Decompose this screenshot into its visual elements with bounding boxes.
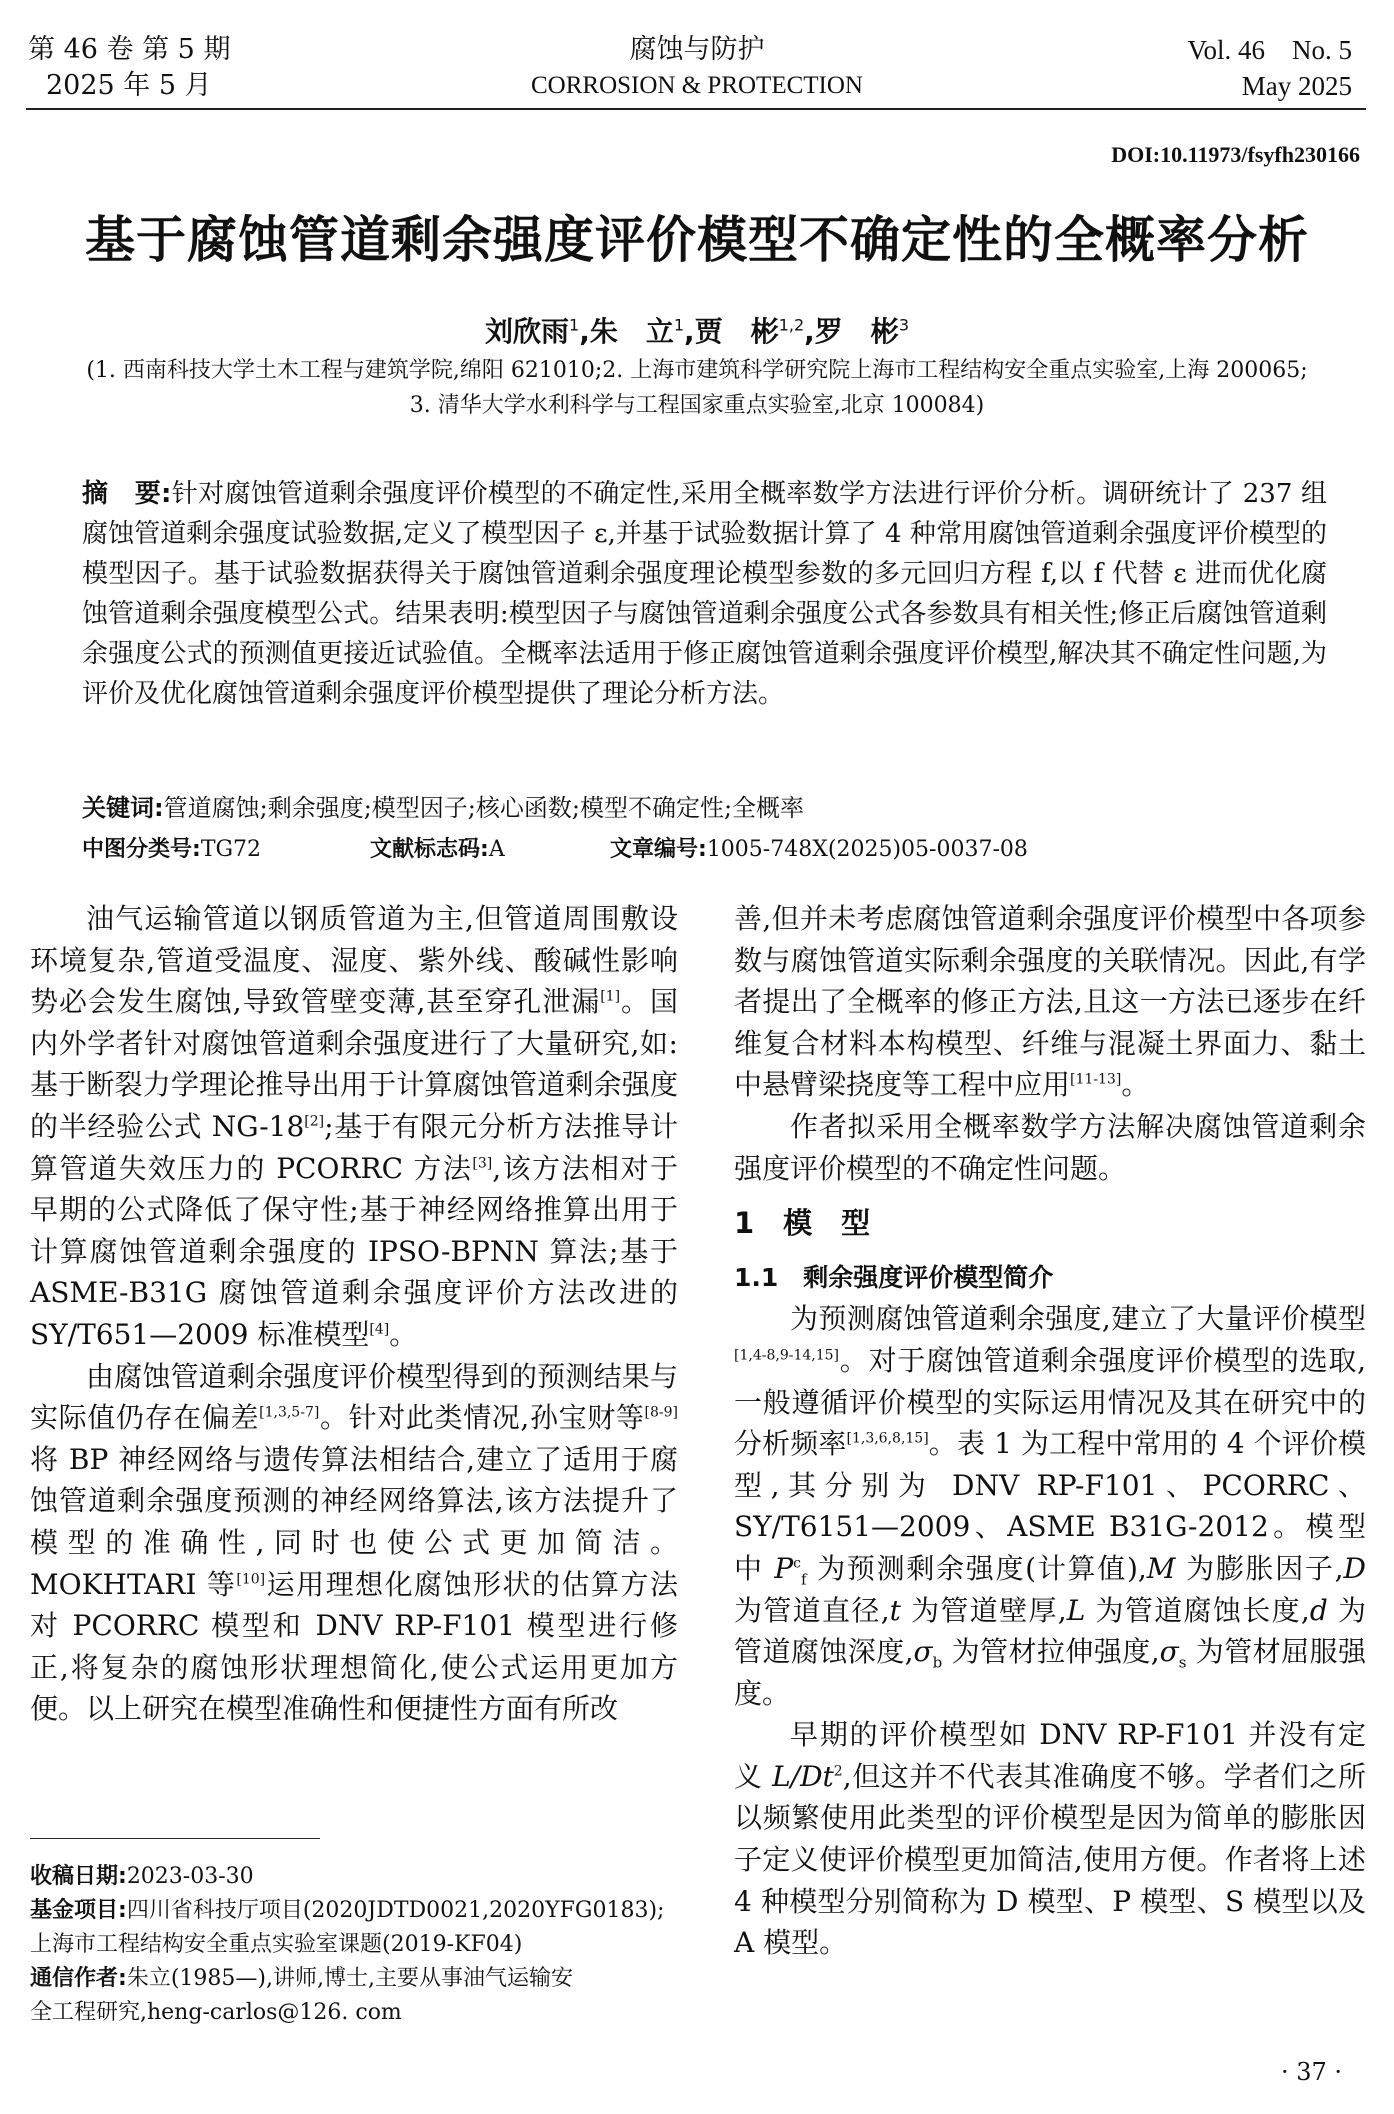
text-run: 油气运输管道以钢质管道为主,但管道周围敷设环境复杂,管道受温度、湿度、紫外线、酸碱性影响势必会发生腐蚀,导致管壁变薄,甚至穿孔泄漏 xyxy=(30,902,678,1019)
volume-en: Vol. 46 No. 5 xyxy=(1187,35,1352,65)
text-run: 。 xyxy=(1121,1068,1150,1102)
author-name: 贾 彬 xyxy=(694,315,779,348)
symbol-sigma-s: σ xyxy=(1159,1635,1179,1669)
subscript: b xyxy=(932,1653,943,1672)
citation: [11-13] xyxy=(1070,1072,1122,1089)
affiliation-line-2: 3. 清华大学水利科学与工程国家重点实验室,北京 100084) xyxy=(409,393,985,418)
symbol-L: L xyxy=(1066,1593,1086,1627)
fund-value: 四川省科技厅项目(2020JDTD0021,2020YFG0183); xyxy=(126,1898,665,1923)
superscript: 2 xyxy=(833,1763,843,1780)
journal-name-cn: 腐蚀与防护 xyxy=(629,34,765,65)
received-value: 2023-03-30 xyxy=(126,1864,254,1889)
fund-project xyxy=(30,1894,690,1928)
abstract-text: 针对腐蚀管道剩余强度评价模型的不确定性,采用全概率数学方法进行评价分析。调研统计了 237 组腐蚀管道剩余强度试验数据,定义了模型因子 ε,并基于试验数据计算了 4 种常用腐蚀管道剩余强度评价模型的模型因子。基于试验数据获得关于腐蚀管道剩余强度理论模型参数的多元回归方程 f,以 f 代替 ε 进而优化腐蚀管道剩余强度模型公式。结果表明:模型因子与腐蚀管道剩余强度公式各参数具有相关性;修正后腐蚀管道剩余强度公式的预测值更接近试验值。全概率法适用于修正腐蚀管道剩余强度评价模型,解决其不确定性问题,为评价及优化腐蚀管道剩余强度评价模型提供了理论分析方法。 xyxy=(82,479,1327,709)
symbol-L-Dt: L/Dt xyxy=(772,1759,834,1793)
text-run: 为预测剩余强度(计算值), xyxy=(806,1551,1147,1585)
section-heading-1-1: 1.1 剩余强度评价模型简介 xyxy=(734,1262,1054,1292)
text-run: 为预测腐蚀管道剩余强度,建立了大量评价模型 xyxy=(790,1302,1366,1336)
received-label: 收稿日期: xyxy=(30,1864,127,1889)
paper-title: 基于腐蚀管道剩余强度评价模型不确定性的全概率分析 xyxy=(85,211,1309,269)
author-affil-mark: 1 xyxy=(673,315,685,335)
document-code xyxy=(370,832,505,868)
journal-volume-en xyxy=(1187,32,1352,104)
citation: [1,4-8,9-14,15] xyxy=(734,1347,839,1364)
text-run: 。表 1 为工程中常用的 4 个评价模型,其分别为 DNV RP-F101、PCORRC、SY/T6151—2009、ASME B31G-2012。模型中 xyxy=(734,1427,1366,1585)
journal-name-en: CORROSION & PROTECTION xyxy=(531,72,863,99)
citation: [1] xyxy=(600,988,621,1005)
header-rule xyxy=(26,108,1366,110)
author-label: 通信作者: xyxy=(30,1966,127,1991)
footnote-rule xyxy=(30,1838,320,1839)
corresponding-author-cont: 全工程研究,heng-carlos@126. com xyxy=(30,2000,402,2025)
article-number-value: 1005-748X(2025)05-0037-08 xyxy=(706,837,1028,862)
text-run: 善,但并未考虑腐蚀管道剩余强度评价模型中各项参数与腐蚀管道实际剩余强度的关联情况。因此,有学者提出了全概率的修正方法,且这一方法已逐步在纤维复合材料本构模型、纤维与混凝土界面力、黏土中悬臂梁挠度等工程中应用 xyxy=(734,902,1366,1102)
body-paragraph xyxy=(734,1298,1366,1714)
author-affil-mark: 3 xyxy=(898,315,909,335)
clc-label: 中图分类号: xyxy=(82,837,201,862)
fund-label: 基金项目: xyxy=(30,1898,127,1923)
keywords xyxy=(82,790,804,826)
page-number: · 37 · xyxy=(1280,2058,1342,2086)
issue-date: 2025 年 5 月 xyxy=(46,70,212,101)
body-paragraph xyxy=(734,1714,1366,1964)
symbol-t: t xyxy=(889,1593,901,1627)
corresponding-author xyxy=(30,1962,690,1996)
journal-name xyxy=(447,32,947,104)
article-number-label: 文章编号: xyxy=(610,837,707,862)
author-affil-mark: 1 xyxy=(569,315,580,335)
author-name: 朱 立 xyxy=(589,315,674,348)
clc-number xyxy=(82,832,261,868)
symbol-D: D xyxy=(1343,1551,1366,1585)
right-column xyxy=(734,898,1366,1964)
left-column xyxy=(30,898,678,1730)
doi: DOI:10.11973/fsyfh230166 xyxy=(1111,142,1360,167)
keywords-text: 管道腐蚀;剩余强度;模型因子;核心函数;模型不确定性;全概率 xyxy=(163,794,805,822)
text-run: 将 BP 神经网络与遗传算法相结合,建立了适用于腐蚀管道剩余强度预测的神经网络算法,该方法提升了模型的准确性,同时也使公式更加简洁。MOKHTARI 等 xyxy=(30,1442,678,1601)
body-paragraph xyxy=(734,898,1366,1106)
author-name: 罗 彬 xyxy=(814,315,899,348)
text-run: 为管道直径, xyxy=(734,1593,890,1627)
text-run: 为管道腐蚀长度, xyxy=(1085,1593,1310,1627)
footnotes xyxy=(30,1860,690,2030)
subscript: s xyxy=(1178,1653,1187,1672)
date-en: May 2025 xyxy=(1241,71,1352,101)
author-affil-mark: 1,2 xyxy=(778,315,805,335)
body-paragraph xyxy=(30,1356,678,1730)
text-run: ,但这并不代表其准确度不够。学者们之所以频繁使用此类型的评价模型是因为简单的膨胀因子定义使评价模型更加简洁,使用方便。作者将上述 4 种模型分别简称为 D 模型、P 模型、S 模型以及 A 模型。 xyxy=(734,1759,1366,1960)
keywords-label: 关键词: xyxy=(82,794,164,822)
text-run: 由腐蚀管道剩余强度评价模型得到的预测结果与实际值仍存在偏差 xyxy=(30,1359,678,1435)
symbol-P: P xyxy=(774,1551,794,1585)
text-run: 。 xyxy=(389,1317,418,1351)
subscript: f xyxy=(801,1570,807,1589)
doc-code-label: 文献标志码: xyxy=(370,837,489,862)
text-run: 为管道壁厚, xyxy=(900,1593,1067,1627)
citation: [10] xyxy=(236,1571,266,1588)
author-list: 刘欣雨$^1$,朱 立$^1$,贾 彬$^{1,2}$,罗 彬$^3$ xyxy=(485,315,909,348)
citation: [1,3,6,8,15] xyxy=(846,1430,929,1447)
citation: [2] xyxy=(304,1113,325,1130)
superscript: c xyxy=(793,1555,802,1572)
journal-volume-issue xyxy=(28,32,230,104)
fund-project-cont: 上海市工程结构安全重点实验室课题(2019-KF04) xyxy=(30,1932,523,1957)
text-run: 。针对此类情况,孙宝财等 xyxy=(319,1401,645,1435)
text-run: 为管道腐蚀深度, xyxy=(734,1593,1366,1669)
volume-issue: 第 46 卷 第 5 期 xyxy=(28,34,231,65)
author-value: 朱立(1985—),讲师,博士,主要从事油气运输安 xyxy=(126,1966,573,1991)
article-number xyxy=(610,832,1028,868)
affiliation-line-1: (1. 西南科技大学土木工程与建筑学院,绵阳 621010;2. 上海市建筑科学研究院上海市工程结构安全重点实验室,上海 200065; xyxy=(86,358,1308,383)
citation: [4] xyxy=(369,1321,390,1338)
text-run: 为管材拉伸强度, xyxy=(942,1635,1160,1669)
symbol-d: d xyxy=(1309,1593,1328,1627)
body-paragraph: 作者拟采用全概率数学方法解决腐蚀管道剩余强度评价模型的不确定性问题。 xyxy=(734,1109,1366,1185)
text-run: ,该方法相对于早期的公式降低了保守性;基于神经网络推算出用于计算腐蚀管道剩余强度的 IPSO-BPNN 算法;基于 ASME-B31G 腐蚀管道剩余强度评价方法改进的 SY/T651—2009 标准模型 xyxy=(30,1151,679,1351)
citation: [8-9] xyxy=(644,1404,678,1421)
symbol-M: M xyxy=(1146,1551,1176,1585)
abstract xyxy=(82,474,1327,714)
citation: [3] xyxy=(472,1155,493,1172)
citation: [1,3,5-7] xyxy=(259,1404,320,1421)
text-run: 为管材屈服强度。 xyxy=(734,1635,1366,1710)
symbol-sigma-b: σ xyxy=(913,1635,933,1669)
abstract-label: 摘 要: xyxy=(82,479,172,509)
text-run: 早期的评价模型如 DNV RP-F101 并没有定义 xyxy=(734,1718,1366,1793)
text-run: 。国内外学者针对腐蚀管道剩余强度进行了大量研究,如:基于断裂力学理论推导出用于计算腐蚀管道剩余强度的半经验公式 NG-18 xyxy=(30,985,678,1143)
doc-code-value: A xyxy=(488,837,505,862)
text-run: 为膨胀因子, xyxy=(1175,1551,1344,1585)
text-run: ;基于有限元分析方法推导计算管道失效压力的 PCORRC 方法 xyxy=(30,1109,678,1185)
text-run: 运用理想化腐蚀形状的估算方法对 PCORRC 模型和 DNV RP-F101 模型进行修正,将复杂的腐蚀形状理想简化,使公式运用更加方便。以上研究在模型准确性和便捷性方面有所改 xyxy=(30,1567,678,1726)
received-date xyxy=(30,1860,690,1894)
body-paragraph xyxy=(30,898,678,1356)
text-run: 。对于腐蚀管道剩余强度评价模型的选取,一般遵循评价模型的实际运用情况及其在研究中的分析频率 xyxy=(734,1343,1366,1461)
section-heading-1: 1 模 型 xyxy=(734,1206,871,1241)
clc-value: TG72 xyxy=(200,837,262,862)
author-name: 刘欣雨 xyxy=(485,315,570,348)
